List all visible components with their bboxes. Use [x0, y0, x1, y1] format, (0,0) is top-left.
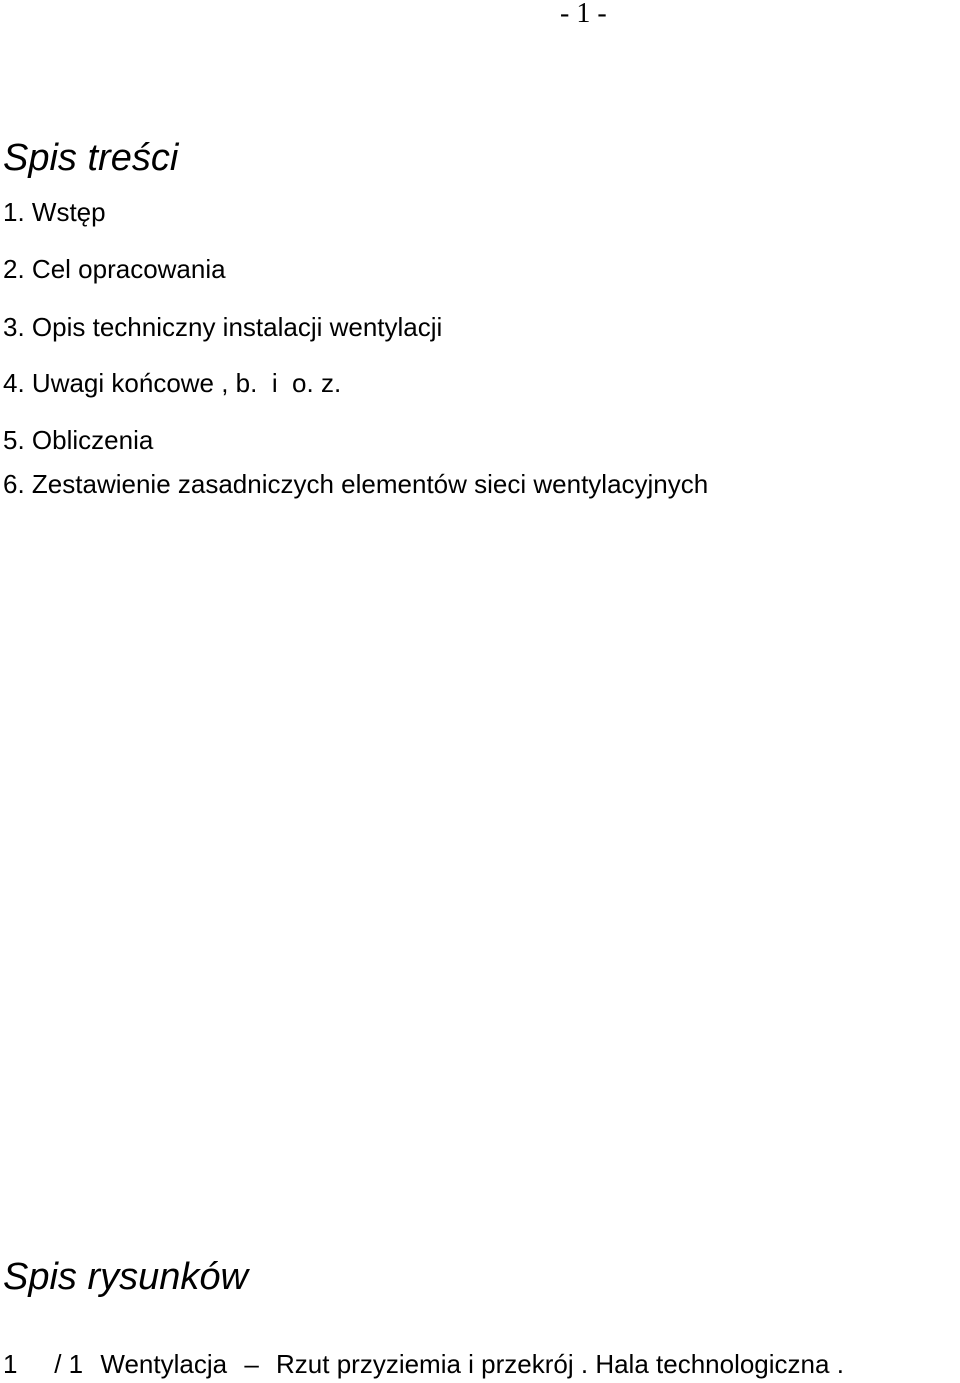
figures-title: Spis rysunków — [3, 1256, 248, 1298]
page-number: - 1 - — [560, 0, 607, 29]
figure-number: 1 — [3, 1349, 18, 1379]
toc-item-label: Zestawienie zasadniczych elementów sieci wentylacyjnych — [31, 469, 709, 499]
toc-item-label: Uwagi końcowe , b. i o. z. — [31, 368, 342, 398]
toc-item-number: 4. — [3, 368, 25, 398]
toc-item-number: 3. — [3, 312, 25, 342]
toc-item-2 — [3, 254, 226, 284]
toc-item-label: Opis techniczny instalacji wentylacji — [31, 312, 443, 342]
figure-item-1 — [3, 1348, 844, 1380]
toc-item-number: 2. — [3, 254, 25, 284]
toc-item-4 — [3, 368, 341, 398]
toc-item-label: Wstęp — [31, 197, 106, 227]
toc-item-1 — [3, 197, 106, 227]
figure-description: Rzut przyziemia i przekrój . Hala technologiczna . — [276, 1349, 844, 1379]
toc-title: Spis treści — [3, 137, 179, 179]
toc-item-6 — [3, 469, 708, 499]
figure-name: Wentylacja — [100, 1349, 228, 1379]
toc-item-3 — [3, 312, 442, 342]
toc-item-number: 1. — [3, 197, 25, 227]
toc-item-label: Cel opracowania — [31, 254, 226, 284]
toc-item-number: 5. — [3, 425, 25, 455]
figure-sheet: / 1 — [54, 1349, 84, 1379]
toc-item-number: 6. — [3, 469, 25, 499]
toc-item-5 — [3, 425, 153, 455]
toc-item-label: Obliczenia — [31, 425, 154, 455]
figure-dash: – — [244, 1349, 259, 1379]
